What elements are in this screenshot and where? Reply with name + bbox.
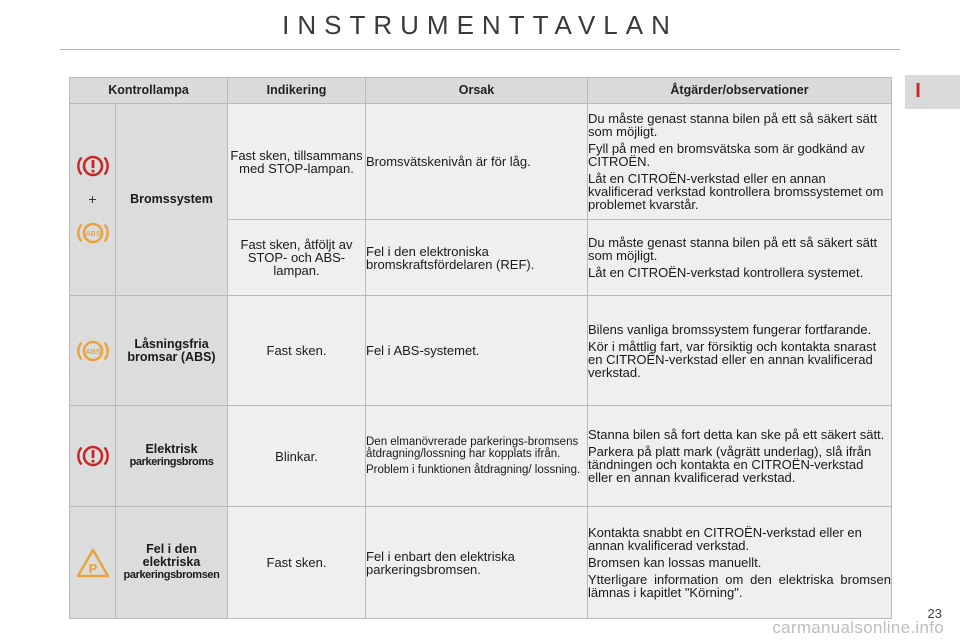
header-atgarder: Åtgärder/observationer [588,78,892,104]
action-text: Kontakta snabbt en CITROËN-verkstad eller en annan kvalificerad verkstad. [588,525,862,553]
epb-icon-cell [70,406,116,507]
cause-cell: Bromsvätskenivån är för låg. [366,104,588,220]
svg-text:ABS: ABS [85,348,100,356]
actions-cell [588,406,892,507]
brake-warning-icon [76,153,110,179]
abs-warning-icon [76,338,110,364]
action-text: Kör i måttlig fart, var försiktig och kontakta snarast en CITROËN-verkstad eller en annan kvalificerad verkstad. [588,338,877,380]
page-number: 23 [927,606,942,621]
system-epb [116,406,228,507]
epb-fault-icon-cell [70,507,116,619]
header-indikering: Indikering [228,78,366,104]
action-text: Stanna bilen så fort detta kan ske på ett säkert sätt. [588,427,885,442]
action-text: Låt en CITROËN-verkstad kontrollera systemet. [588,265,864,280]
system-epb-sub: parkeringsbroms [129,456,214,468]
svg-text:ABS: ABS [85,231,100,238]
system-epb-fault [116,507,228,619]
action-text: Du måste genast stanna bilen på ett så säkert sätt som möjligt. [588,111,878,139]
chapter-label: I [915,80,921,102]
cause-text: Problem i funktionen åtdragning/ lossning. [366,464,581,476]
action-text: Bilens vanliga bromssystem fungerar fortfarande. [588,321,872,337]
table-row [70,507,892,619]
parking-brake-icon [76,548,110,578]
action-text: Låt en CITROËN-verkstad eller en annan kvalificerad verkstad kontrollera bromssystemet om problemet kvarstår. [588,171,884,212]
header-kontrollampa: Kontrollampa [70,78,228,104]
indication-cell: Blinkar. [228,406,366,507]
indication-cell: Fast sken. [228,296,366,406]
cause-text: Den elmanövrerade parkerings-bromsens åtdragning/lossning har kopplats ifrån. [366,436,579,460]
cause-cell: Fel i den elektroniska bromskraftsfördelaren (REF). [366,220,588,296]
warning-lamp-table [69,77,892,619]
cause-cell: Fel i enbart den elektriska parkeringsbromsen. [366,507,588,619]
table-header-row [70,78,892,104]
action-text: Parkera på platt mark (vågrätt underlag), slå ifrån tändningen och kontakta en CITROËN-verkstad eller en annan kvalificerad verkstad. [588,444,872,485]
actions-cell [588,296,892,406]
action-text: Du måste genast stanna bilen på ett så säkert sätt som möjligt. [588,235,878,263]
page-title: INSTRUMENTTAVLAN [282,10,678,40]
indication-cell: Fast sken, tillsammans med STOP-lampan. [228,104,366,220]
actions-cell [588,220,892,296]
action-text: Ytterligare information om den elektriska bromsen lämnas i kapitlet "Körning". [588,572,891,600]
cause-cell: Fel i ABS-systemet. [366,296,588,406]
chapter-tab [905,75,960,109]
system-epb-fault-sub: parkeringsbromsen [123,569,220,581]
action-text: Fyll på med en bromsvätska som är godkänd av CITROËN. [588,141,865,169]
system-epb-main: Elektrisk [145,442,198,456]
system-bromssystem: Bromssystem [116,104,228,296]
cause-cell [366,406,588,507]
actions-cell [588,507,892,619]
title-divider [60,49,900,50]
header-orsak: Orsak [366,78,588,104]
abs-warning-icon [76,220,110,246]
system-abs: Låsningsfria bromsar (ABS) [116,296,228,406]
table-row [70,104,892,220]
action-text: Bromsen kan lossas manuellt. [588,555,762,570]
plus-sign: + [88,191,97,207]
indication-cell: Fast sken, åtföljt av STOP- och ABS-lampan. [228,220,366,296]
brake-warning-icon [76,443,110,469]
abs-icon-cell [70,296,116,406]
system-epb-fault-main: Fel i den elektriska [142,542,201,569]
table-row [70,296,892,406]
watermark: carmanualsonline.info [772,618,944,637]
svg-text:P: P [88,560,97,576]
brake-icons-cell [70,104,116,296]
indication-cell: Fast sken. [228,507,366,619]
table-row [70,406,892,507]
actions-cell [588,104,892,220]
